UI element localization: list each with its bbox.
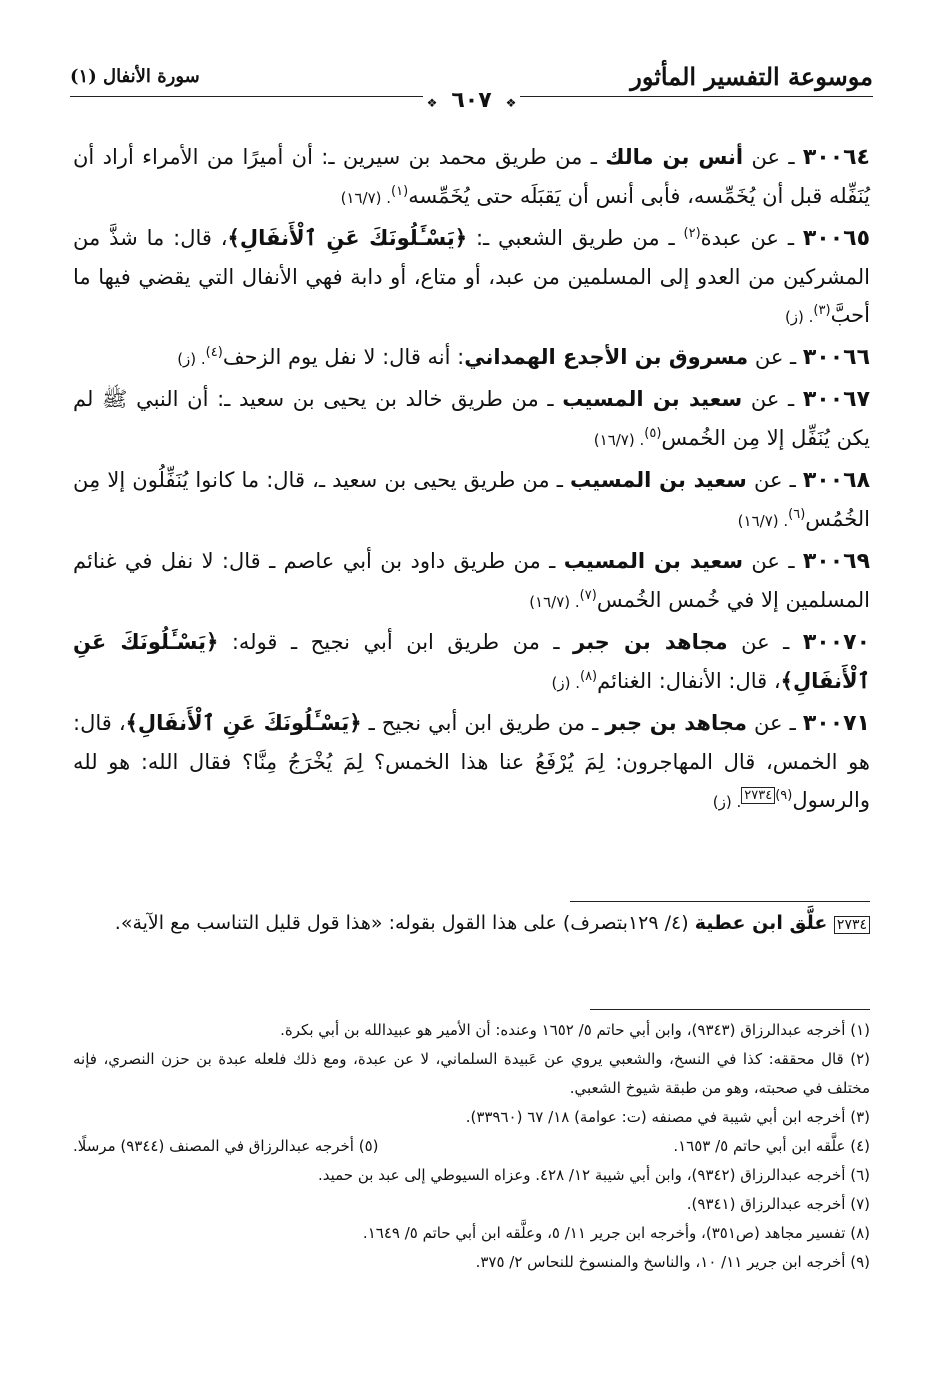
entry-prefix: ـ عن (742, 387, 803, 411)
entry-number: ٣٠٠٦٧ (802, 387, 870, 412)
entry-reference: . (١٦/٧) (593, 431, 645, 449)
entry-text: ، قال: هو الخمس، قال المهاجرون: لِمَ يُرْفَعُ عنا هذا الخمس؟ لِمَ يُخْرَجُ مِنَّا؟ فقال الله: هو لله والرسول (73, 711, 870, 812)
entry-reference: . (ز) (551, 674, 580, 692)
footnote-marker[interactable]: (٤) (205, 345, 223, 360)
note-separator (570, 901, 870, 902)
entry-reference: . (ز) (784, 308, 814, 326)
footnote-item: (٨) تفسير مجاهد (ص٣٥١)، وأخرجه ابن جرير ١١/ ٥، وعلَّقه ابن أبي حاتم ٥/ ١٦٤٩. (362, 1224, 870, 1242)
narrator-name: مجاهد بن جبر (573, 630, 728, 654)
entry-text: ـ من طريق ابن أبي نجيح ـ قوله: (218, 630, 574, 654)
hadith-entry (73, 623, 870, 702)
footnote-item: (٩) أخرجه ابن جرير ١١/ ١٠، والناسخ والمنسوخ للنحاس ٢/ ٣٧٥. (475, 1253, 870, 1271)
footnote-marker[interactable]: (٢) (683, 226, 701, 241)
entry-reference: . (١٦/٧) (340, 189, 392, 207)
entry-prefix: ـ عن (727, 630, 803, 654)
entry-text: : أنه قال: لا نفل يوم الزحف (222, 345, 465, 369)
quran-verse: ﴿يَسْـَٔلُونَكَ عَنِ ٱلْأَنفَالِ﴾ (125, 711, 362, 735)
narrator-name: سعيد بن المسيب (562, 387, 743, 411)
surah-title: سورة الأنفال (١) (70, 66, 200, 87)
entry-reference: . (١٦/٧) (529, 593, 580, 611)
footnote-marker[interactable]: (٧) (579, 588, 597, 603)
footnote-item: (٤) علَّقه ابن أبي حاتم ٥/ ١٦٥٣. (673, 1137, 870, 1155)
narrator-name: سعيد بن المسيب (570, 468, 747, 492)
narrator-name: أنس بن مالك (605, 145, 744, 169)
entry-text: ـ من طريق يحيى بن سعيد ـ، قال: ما كانوا يُنَفِّلُون إلا مِن الخُمُس (73, 468, 870, 531)
quran-verse: ﴿يَسْـَٔلُونَكَ عَنِ ٱلْأَنفَالِ﴾ (73, 630, 870, 693)
entry-prefix: ـ عن (746, 468, 803, 492)
quran-verse: ﴿يَسْـَٔلُونَكَ عَنِ ٱلْأَنفَالِ﴾ (227, 226, 468, 250)
entry-text: ـ من طريق محمد بن سيرين ـ: أن أميرًا من الأمراء أراد أن يُنَفِّله قبل أن يُخَمِّسه، فأبى أنس أن يَقبَلَه حتى يُخَمِّسه (73, 145, 870, 208)
footnotes (73, 1016, 870, 1277)
page-number-block (0, 88, 943, 113)
note-reference-box[interactable]: ٢٧٣٤ (741, 787, 775, 804)
entry-reference: . (١٦/٧) (737, 512, 789, 530)
entry-number: ٣٠٠٦٨ (802, 468, 870, 493)
hadith-entry (73, 542, 870, 621)
ornament-icon: ❖ (502, 96, 521, 110)
narrator-name: سعيد بن المسيب (563, 549, 744, 573)
footnote-item: (٣) أخرجه ابن أبي شيبة في مصنفه (ت: عوامة) ١٨/ ٦٧ (٣٣٩٦٠). (465, 1108, 870, 1126)
entry-number: ٣٠٠٦٤ (802, 145, 870, 170)
footnote-separator (590, 1009, 870, 1010)
entry-number: ٣٠٠٦٦ (802, 345, 870, 370)
entry-reference: . (ز) (712, 793, 742, 811)
entry-text: ، قال: الأنفال: الغنائم (597, 669, 781, 693)
footnote-row (73, 1132, 870, 1161)
hadith-entry (73, 338, 870, 378)
narrator-name: مجاهد بن جبر (605, 711, 747, 735)
entry-prefix: ـ عن عبدة (700, 226, 803, 250)
entry-prefix: ـ عن (743, 549, 803, 573)
footnote-marker[interactable]: (٥) (644, 426, 662, 441)
entry-text: ـ من طريق ابن أبي نجيح ـ (361, 711, 606, 735)
footnote-item: (٧) أخرجه عبدالرزاق (٩٣٤١). (686, 1195, 870, 1213)
entry-text: ـ من طريق خالد بن يحيى بن سعيد ـ: أن النبي ﷺ لم يكن يُنَفِّل إلا مِن الخُمس (73, 387, 870, 450)
entry-reference: . (ز) (177, 350, 206, 368)
entry-text: ـ من طريق داود بن أبي عاصم ـ قال: لا نفل في غنائم المسلمين إلا في خُمس الخُمس (73, 549, 870, 612)
entry-number: ٣٠٠٦٥ (802, 226, 870, 251)
entry-number: ٣٠٠٧٠ (802, 630, 870, 655)
entry-prefix: ـ عن (746, 711, 803, 735)
entry-number: ٣٠٠٧١ (802, 711, 870, 736)
entry-text: ـ من طريق الشعبي ـ: (467, 226, 684, 250)
main-text (73, 138, 870, 823)
footnote-item: (٥) أخرجه عبدالرزاق في المصنف (٩٣٤٤) مرسلًا. (73, 1137, 379, 1155)
note-lead: علَّق ابن عطية (694, 912, 834, 934)
entry-number: ٣٠٠٦٩ (802, 549, 870, 574)
footnote-item: (٦) أخرجه عبدالرزاق (٩٣٤٢)، وابن أبي شيبة ١٢/ ٤٢٨. وعزاه السيوطي إلى عبد بن حميد. (317, 1166, 870, 1184)
footnote-item: (٢) قال محققه: كذا في النسخ، والشعبي يروي عن عَبيدة السلماني، لا عن عبدة، ومع ذلك فلعله عبدة بن حزن النصري، فإنه مختلف في صحبته، وهو من طبقة شيوخ الشعبي. (73, 1050, 870, 1097)
page-number: ٦٠٧ (441, 88, 501, 113)
entry-prefix: ـ عن (748, 345, 803, 369)
footnote-marker[interactable]: (٩) (775, 788, 793, 803)
entry-text: ، قال: ما شذَّ من المشركين من العدو إلى المسلمين من عبد، أو متاع، أو دابة فهي الأنفال التي يقضي فيها ما أحبَّ (73, 226, 870, 327)
book-title: موسوعة التفسير المأثور (630, 62, 873, 91)
footnote-item: (١) أخرجه عبدالرزاق (٩٣٤٣)، وابن أبي حاتم ٥/ ١٦٥٢ وعنده: أن الأمير هو عبيدالله بن أبي بكرة. (280, 1021, 870, 1039)
footnote-marker[interactable]: (١) (391, 184, 409, 199)
note-text: (٤/ ١٢٩بتصرف) على هذا القول بقوله: «هذا قول قليل التناسب مع الآية». (114, 912, 695, 934)
hadith-entry (73, 704, 870, 821)
footnote-marker[interactable]: (٨) (579, 669, 598, 684)
footnote-marker[interactable]: (٦) (788, 507, 806, 522)
hadith-entry (73, 219, 870, 336)
hadith-entry (73, 380, 870, 459)
hadith-entry (73, 138, 870, 217)
ornament-icon: ❖ (423, 96, 442, 110)
hadith-entry (73, 461, 870, 540)
footnote-marker[interactable]: (٣) (813, 303, 831, 318)
editor-note (73, 905, 870, 941)
entry-prefix: ـ عن (743, 145, 803, 169)
note-number-box: ٢٧٣٤ (834, 916, 870, 934)
narrator-name: مسروق بن الأجدع الهمداني (464, 345, 749, 369)
